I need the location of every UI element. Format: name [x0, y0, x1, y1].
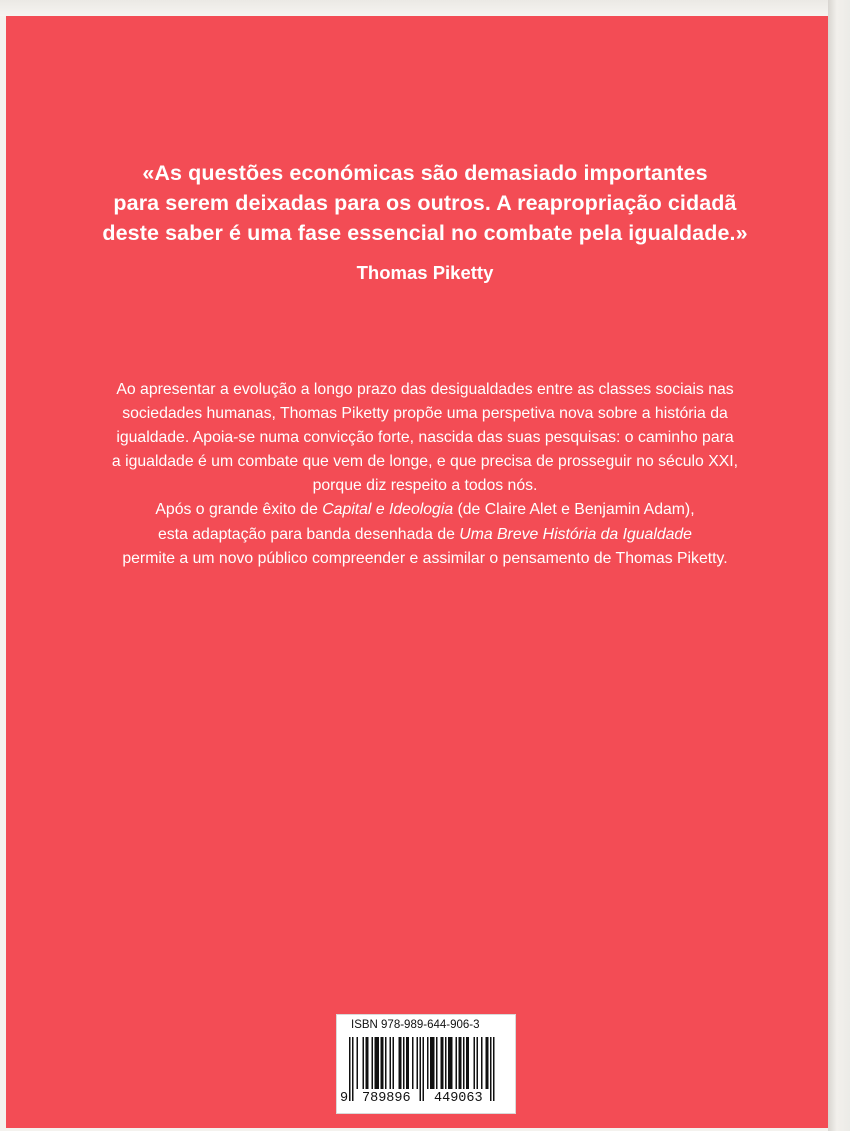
quote-line-2: para serem deixadas para os outros. A reapropriação cidadã — [113, 191, 737, 215]
barcode-bar — [466, 1037, 469, 1089]
barcode-digits-left: 789896 — [362, 1091, 411, 1106]
barcode-bar — [363, 1037, 365, 1089]
synopsis-line-8: permite a um novo público compreender e assimilar o pensamento de Thomas Piketty. — [122, 549, 728, 567]
barcode-bar — [463, 1037, 465, 1089]
barcode-label — [336, 1014, 516, 1114]
barcode-bar — [456, 1037, 458, 1089]
synopsis-line-6-post: (de Claire Alet e Benjamin Adam), — [453, 501, 695, 519]
barcode-bar — [417, 1037, 419, 1089]
barcode-bar — [375, 1037, 380, 1089]
pull-quote — [60, 158, 790, 248]
synopsis-line-7 — [40, 523, 810, 547]
barcode-bar — [459, 1037, 462, 1089]
barcode-bar — [406, 1037, 409, 1089]
barcode-bar — [385, 1037, 387, 1089]
synopsis-line-6-pre: Após o grande êxito de — [155, 501, 323, 519]
barcode-digits — [337, 1091, 515, 1111]
barcode-bar — [366, 1037, 369, 1089]
synopsis-line-6 — [40, 498, 810, 522]
synopsis-line-1: Ao apresentar a evolução a longo prazo das desigualdades entre as classes sociais nas — [116, 381, 734, 398]
barcode-bar — [441, 1037, 444, 1089]
synopsis-line-7-pre: esta adaptação para banda desenhada de — [158, 525, 460, 543]
barcode-bar — [393, 1037, 395, 1089]
page-top-edge — [0, 0, 850, 16]
isbn-text: ISBN 978-989-644-906-3 — [351, 1019, 480, 1031]
page-right-edge — [828, 0, 850, 1131]
barcode-bar — [486, 1037, 489, 1089]
title-capital-e-ideologia: Capital e Ideologia — [322, 501, 454, 519]
barcode-bar — [381, 1037, 384, 1089]
barcode-bar — [399, 1037, 402, 1089]
synopsis-line-5: porque diz respeito a todos nós. — [312, 477, 538, 495]
barcode-bar — [474, 1037, 476, 1089]
quote-author: Thomas Piketty — [356, 262, 494, 283]
synopsis-line-4: a igualdade é um combate que vem de longe, e que precisa de prosseguir no século XXI, — [111, 453, 739, 471]
barcode-bar — [481, 1037, 483, 1089]
barcode-bar — [430, 1037, 435, 1089]
barcode-bar — [412, 1037, 414, 1089]
synopsis — [40, 378, 810, 571]
barcode-bar — [427, 1037, 429, 1089]
barcode-bar — [477, 1037, 479, 1089]
quote-line-3: deste saber é uma fase essencial no combate pela igualdade.» — [102, 221, 748, 245]
barcode-bar — [357, 1037, 359, 1089]
barcode-bar — [448, 1037, 453, 1089]
barcode-bar — [403, 1037, 405, 1089]
barcode-bar — [390, 1037, 392, 1089]
barcode-digits-right: 449063 — [434, 1091, 483, 1106]
barcode-digit-first: 9 — [340, 1091, 349, 1106]
quote-line-1: «As questões económicas são demasiado importantes — [142, 161, 708, 185]
barcode-bar — [445, 1037, 447, 1089]
barcode-bar — [436, 1037, 438, 1089]
synopsis-line-3: igualdade. Apoia-se numa convicção forte, nascida das suas pesquisas: o caminho para — [116, 429, 734, 447]
barcode-bar — [372, 1037, 374, 1089]
synopsis-line-2: sociedades humanas, Thomas Piketty propõe uma perspetiva nova sobre a história da — [122, 405, 728, 423]
title-uma-breve-historia: Uma Breve História da Igualdade — [459, 525, 692, 543]
